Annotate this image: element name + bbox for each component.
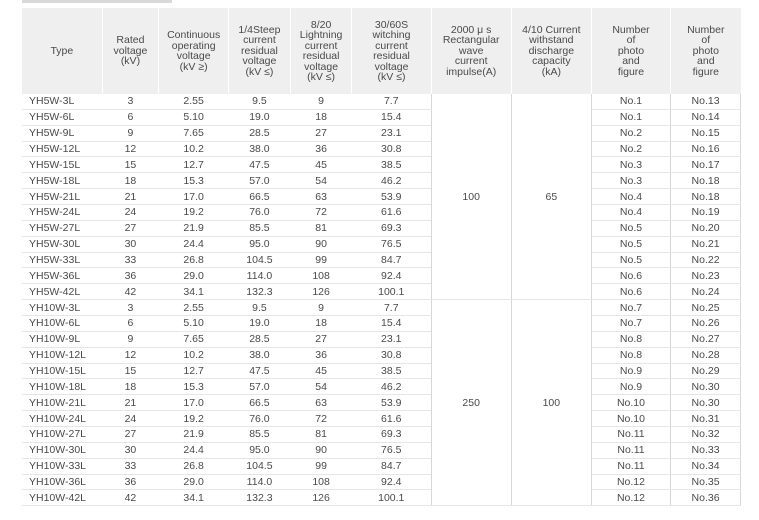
cell-photo-number-2: No.29 <box>671 363 741 379</box>
cell-continuous-voltage: 15.3 <box>159 173 229 189</box>
cell-type: YH10W-36L <box>22 474 102 490</box>
cell-photo-number-1: No.11 <box>591 442 670 458</box>
cell-photo-number-2: No.33 <box>671 442 741 458</box>
cell-photo-number-1: No.10 <box>591 411 670 427</box>
cell-photo-number-2: No.18 <box>671 189 741 205</box>
cell-steep-residual: 95.0 <box>229 236 291 252</box>
cell-rated-voltage: 12 <box>102 347 159 363</box>
cell-rated-voltage: 6 <box>102 109 159 125</box>
cell-switching-residual: 76.5 <box>352 442 431 458</box>
cell-lightning-residual: 81 <box>290 220 352 236</box>
cell-photo-number-1: No.7 <box>591 300 670 316</box>
cell-rated-voltage: 3 <box>102 300 159 316</box>
cell-type: YH5W-3L <box>22 94 102 109</box>
cell-steep-residual: 104.5 <box>229 458 291 474</box>
cell-type: YH5W-33L <box>22 252 102 268</box>
cell-photo-number-1: No.11 <box>591 458 670 474</box>
col-header-photo-number-2: Number of photo and figure <box>671 8 741 94</box>
cell-photo-number-2: No.28 <box>671 347 741 363</box>
cell-switching-residual: 15.4 <box>352 316 431 332</box>
cell-photo-number-2: No.23 <box>671 268 741 284</box>
cell-continuous-voltage: 17.0 <box>159 395 229 411</box>
cell-photo-number-1: No.1 <box>591 94 670 109</box>
cell-lightning-residual: 72 <box>290 411 352 427</box>
cell-photo-number-1: No.1 <box>591 109 670 125</box>
cell-continuous-voltage: 5.10 <box>159 316 229 332</box>
cell-lightning-residual: 99 <box>290 252 352 268</box>
cell-rated-voltage: 42 <box>102 284 159 300</box>
cell-steep-residual: 66.5 <box>229 189 291 205</box>
cell-continuous-voltage: 17.0 <box>159 189 229 205</box>
cell-lightning-residual: 18 <box>290 109 352 125</box>
cell-type: YH5W-21L <box>22 189 102 205</box>
cell-rated-voltage: 12 <box>102 141 159 157</box>
cell-photo-number-1: No.2 <box>591 141 670 157</box>
cell-switching-residual: 38.5 <box>352 363 431 379</box>
cell-rated-voltage: 3 <box>102 94 159 109</box>
cell-photo-number-1: No.5 <box>591 220 670 236</box>
cell-type: YH10W-27L <box>22 427 102 443</box>
cell-continuous-voltage: 5.10 <box>159 109 229 125</box>
arrester-spec-table <box>22 8 741 506</box>
cell-photo-number-2: No.16 <box>671 141 741 157</box>
cell-photo-number-1: No.12 <box>591 490 670 506</box>
cell-lightning-residual: 63 <box>290 395 352 411</box>
cell-steep-residual: 114.0 <box>229 474 291 490</box>
cell-steep-residual: 28.5 <box>229 125 291 141</box>
cell-photo-number-1: No.8 <box>591 347 670 363</box>
cell-continuous-voltage: 19.2 <box>159 411 229 427</box>
cell-continuous-voltage: 12.7 <box>159 157 229 173</box>
cell-photo-number-1: No.9 <box>591 379 670 395</box>
cell-photo-number-1: No.11 <box>591 427 670 443</box>
cell-switching-residual: 53.9 <box>352 189 431 205</box>
cell-continuous-voltage: 24.4 <box>159 236 229 252</box>
cell-continuous-voltage: 24.4 <box>159 442 229 458</box>
cell-photo-number-1: No.5 <box>591 236 670 252</box>
cell-steep-residual: 9.5 <box>229 94 291 109</box>
cell-steep-residual: 66.5 <box>229 395 291 411</box>
cell-lightning-residual: 18 <box>290 316 352 332</box>
cell-steep-residual: 47.5 <box>229 157 291 173</box>
col-header-lightning-residual: 8/20 Lightning current residual voltage (kV ≤) <box>290 8 352 94</box>
cell-type: YH10W-21L <box>22 395 102 411</box>
cell-switching-residual: 100.1 <box>352 490 431 506</box>
table-row <box>22 157 741 173</box>
cell-continuous-voltage: 12.7 <box>159 363 229 379</box>
cell-rated-voltage: 18 <box>102 379 159 395</box>
cell-photo-number-1: No.10 <box>591 395 670 411</box>
cell-photo-number-1: No.8 <box>591 331 670 347</box>
cell-steep-residual: 38.0 <box>229 141 291 157</box>
cell-type: YH10W-15L <box>22 363 102 379</box>
cell-switching-residual: 46.2 <box>352 173 431 189</box>
cell-lightning-residual: 108 <box>290 474 352 490</box>
cell-switching-residual: 61.6 <box>352 205 431 221</box>
cell-switching-residual: 15.4 <box>352 109 431 125</box>
cell-switching-residual: 84.7 <box>352 252 431 268</box>
cell-photo-number-2: No.27 <box>671 331 741 347</box>
cell-continuous-voltage: 21.9 <box>159 427 229 443</box>
cell-continuous-voltage: 34.1 <box>159 284 229 300</box>
cell-steep-residual: 9.5 <box>229 300 291 316</box>
cell-photo-number-2: No.26 <box>671 316 741 332</box>
cell-type: YH10W-33L <box>22 458 102 474</box>
cell-type: YH5W-6L <box>22 109 102 125</box>
cell-continuous-voltage: 7.65 <box>159 125 229 141</box>
cell-switching-residual: 69.3 <box>352 427 431 443</box>
cell-photo-number-1: No.9 <box>591 363 670 379</box>
cell-rectangular-impulse: 250 <box>431 300 511 506</box>
cell-switching-residual: 92.4 <box>352 268 431 284</box>
col-header-steep-residual: 1/4Steep current residual voltage (kV ≤) <box>229 8 291 94</box>
cell-photo-number-1: No.7 <box>591 316 670 332</box>
cell-photo-number-2: No.13 <box>671 94 741 109</box>
cell-continuous-voltage: 21.9 <box>159 220 229 236</box>
cell-type: YH10W-6L <box>22 316 102 332</box>
cell-switching-residual: 53.9 <box>352 395 431 411</box>
table-row <box>22 205 741 221</box>
col-header-photo-number-1: Number of photo and figure <box>591 8 670 94</box>
cell-type: YH10W-42L <box>22 490 102 506</box>
cell-steep-residual: 38.0 <box>229 347 291 363</box>
cell-photo-number-2: No.35 <box>671 474 741 490</box>
cell-rated-voltage: 24 <box>102 411 159 427</box>
cell-photo-number-2: No.36 <box>671 490 741 506</box>
cell-type: YH10W-18L <box>22 379 102 395</box>
table-row <box>22 300 741 316</box>
cell-lightning-residual: 81 <box>290 427 352 443</box>
cell-switching-residual: 7.7 <box>352 300 431 316</box>
table-row <box>22 268 741 284</box>
cell-steep-residual: 57.0 <box>229 173 291 189</box>
cell-type: YH5W-42L <box>22 284 102 300</box>
cell-continuous-voltage: 26.8 <box>159 458 229 474</box>
cell-lightning-residual: 90 <box>290 236 352 252</box>
table-row <box>22 347 741 363</box>
cell-lightning-residual: 90 <box>290 442 352 458</box>
col-header-discharge-capacity: 4/10 Current withstand discharge capacity (kA) <box>511 8 591 94</box>
cell-rated-voltage: 15 <box>102 157 159 173</box>
cell-lightning-residual: 72 <box>290 205 352 221</box>
cell-type: YH5W-36L <box>22 268 102 284</box>
cell-lightning-residual: 54 <box>290 379 352 395</box>
col-header-switching-residual: 30/60S witching current residual voltage (kV ≤) <box>352 8 431 94</box>
cell-lightning-residual: 36 <box>290 141 352 157</box>
cell-lightning-residual: 99 <box>290 458 352 474</box>
cell-photo-number-1: No.3 <box>591 157 670 173</box>
cell-lightning-residual: 126 <box>290 490 352 506</box>
cell-rated-voltage: 9 <box>102 331 159 347</box>
table-row <box>22 252 741 268</box>
cell-photo-number-1: No.5 <box>591 252 670 268</box>
table-row <box>22 490 741 506</box>
cell-switching-residual: 23.1 <box>352 125 431 141</box>
table-row <box>22 411 741 427</box>
cell-rated-voltage: 6 <box>102 316 159 332</box>
cell-continuous-voltage: 10.2 <box>159 141 229 157</box>
cell-photo-number-2: No.15 <box>671 125 741 141</box>
table-row <box>22 474 741 490</box>
cell-rated-voltage: 27 <box>102 220 159 236</box>
cell-switching-residual: 92.4 <box>352 474 431 490</box>
cell-type: YH5W-27L <box>22 220 102 236</box>
cell-lightning-residual: 54 <box>290 173 352 189</box>
cell-steep-residual: 104.5 <box>229 252 291 268</box>
cell-rated-voltage: 9 <box>102 125 159 141</box>
cell-lightning-residual: 27 <box>290 125 352 141</box>
cell-switching-residual: 23.1 <box>352 331 431 347</box>
cell-photo-number-1: No.4 <box>591 205 670 221</box>
cell-continuous-voltage: 10.2 <box>159 347 229 363</box>
cell-continuous-voltage: 34.1 <box>159 490 229 506</box>
cell-photo-number-2: No.21 <box>671 236 741 252</box>
cell-steep-residual: 114.0 <box>229 268 291 284</box>
cell-rated-voltage: 27 <box>102 427 159 443</box>
table-row <box>22 189 741 205</box>
table-row <box>22 395 741 411</box>
table-row <box>22 316 741 332</box>
cell-steep-residual: 132.3 <box>229 490 291 506</box>
cell-type: YH5W-18L <box>22 173 102 189</box>
cell-type: YH5W-30L <box>22 236 102 252</box>
cell-steep-residual: 85.5 <box>229 220 291 236</box>
cell-steep-residual: 19.0 <box>229 316 291 332</box>
cell-switching-residual: 69.3 <box>352 220 431 236</box>
cell-type: YH10W-12L <box>22 347 102 363</box>
table-row <box>22 363 741 379</box>
cell-discharge-capacity: 100 <box>511 300 591 506</box>
cell-photo-number-2: No.24 <box>671 284 741 300</box>
cell-steep-residual: 132.3 <box>229 284 291 300</box>
cell-type: YH5W-12L <box>22 141 102 157</box>
cell-rated-voltage: 33 <box>102 252 159 268</box>
table-row <box>22 141 741 157</box>
cell-discharge-capacity: 65 <box>511 94 591 300</box>
cell-steep-residual: 85.5 <box>229 427 291 443</box>
cell-type: YH10W-9L <box>22 331 102 347</box>
cell-switching-residual: 38.5 <box>352 157 431 173</box>
table-row <box>22 427 741 443</box>
cell-steep-residual: 76.0 <box>229 411 291 427</box>
cell-photo-number-2: No.32 <box>671 427 741 443</box>
cell-steep-residual: 19.0 <box>229 109 291 125</box>
cell-rated-voltage: 36 <box>102 268 159 284</box>
cell-type: YH5W-15L <box>22 157 102 173</box>
table-row <box>22 379 741 395</box>
cell-switching-residual: 76.5 <box>352 236 431 252</box>
cell-continuous-voltage: 2.55 <box>159 300 229 316</box>
cell-photo-number-2: No.17 <box>671 157 741 173</box>
cell-rated-voltage: 21 <box>102 395 159 411</box>
cell-switching-residual: 30.8 <box>352 141 431 157</box>
cell-lightning-residual: 9 <box>290 94 352 109</box>
table-row <box>22 458 741 474</box>
header-row <box>22 8 741 94</box>
cell-photo-number-1: No.4 <box>591 189 670 205</box>
cell-photo-number-1: No.6 <box>591 284 670 300</box>
cell-rated-voltage: 42 <box>102 490 159 506</box>
cell-lightning-residual: 36 <box>290 347 352 363</box>
table-row <box>22 331 741 347</box>
cell-lightning-residual: 27 <box>290 331 352 347</box>
table-row <box>22 173 741 189</box>
cell-lightning-residual: 9 <box>290 300 352 316</box>
cell-lightning-residual: 45 <box>290 363 352 379</box>
cell-photo-number-1: No.6 <box>591 268 670 284</box>
table-row <box>22 125 741 141</box>
cell-photo-number-2: No.34 <box>671 458 741 474</box>
cell-switching-residual: 7.7 <box>352 94 431 109</box>
cell-continuous-voltage: 7.65 <box>159 331 229 347</box>
cell-rated-voltage: 33 <box>102 458 159 474</box>
cell-switching-residual: 84.7 <box>352 458 431 474</box>
cell-photo-number-2: No.19 <box>671 205 741 221</box>
cell-continuous-voltage: 29.0 <box>159 268 229 284</box>
cell-photo-number-1: No.3 <box>591 173 670 189</box>
cell-type: YH5W-24L <box>22 205 102 221</box>
cell-continuous-voltage: 15.3 <box>159 379 229 395</box>
cell-type: YH10W-30L <box>22 442 102 458</box>
table-row <box>22 236 741 252</box>
cell-steep-residual: 28.5 <box>229 331 291 347</box>
table-row <box>22 442 741 458</box>
cell-steep-residual: 47.5 <box>229 363 291 379</box>
col-header-rated-voltage: Rated voltage (kV) <box>102 8 159 94</box>
cell-type: YH10W-24L <box>22 411 102 427</box>
table-row <box>22 109 741 125</box>
cell-type: YH10W-3L <box>22 300 102 316</box>
cell-continuous-voltage: 19.2 <box>159 205 229 221</box>
cell-switching-residual: 46.2 <box>352 379 431 395</box>
col-header-rectangular-impulse: 2000 μ s Rectangular wave current impulse(A) <box>431 8 511 94</box>
cell-continuous-voltage: 29.0 <box>159 474 229 490</box>
cell-photo-number-2: No.22 <box>671 252 741 268</box>
cell-switching-residual: 30.8 <box>352 347 431 363</box>
cell-photo-number-1: No.12 <box>591 474 670 490</box>
col-header-continuous-voltage: Continuous operating voltage (kV ≥) <box>159 8 229 94</box>
cell-photo-number-2: No.14 <box>671 109 741 125</box>
cell-rectangular-impulse: 100 <box>431 94 511 300</box>
cell-photo-number-2: No.18 <box>671 173 741 189</box>
cell-photo-number-2: No.25 <box>671 300 741 316</box>
cell-rated-voltage: 24 <box>102 205 159 221</box>
cell-photo-number-2: No.30 <box>671 379 741 395</box>
table-body <box>22 94 741 506</box>
cell-switching-residual: 61.6 <box>352 411 431 427</box>
cell-steep-residual: 95.0 <box>229 442 291 458</box>
cell-lightning-residual: 126 <box>290 284 352 300</box>
cell-photo-number-2: No.20 <box>671 220 741 236</box>
table-row <box>22 284 741 300</box>
cell-rated-voltage: 18 <box>102 173 159 189</box>
cell-lightning-residual: 45 <box>290 157 352 173</box>
table-row <box>22 220 741 236</box>
cell-rated-voltage: 30 <box>102 442 159 458</box>
cell-lightning-residual: 108 <box>290 268 352 284</box>
table-row <box>22 94 741 109</box>
cell-rated-voltage: 36 <box>102 474 159 490</box>
cell-photo-number-2: No.31 <box>671 411 741 427</box>
cell-continuous-voltage: 2.55 <box>159 94 229 109</box>
cell-steep-residual: 57.0 <box>229 379 291 395</box>
cell-rated-voltage: 15 <box>102 363 159 379</box>
col-header-type: Type <box>22 8 102 94</box>
cell-lightning-residual: 63 <box>290 189 352 205</box>
cell-photo-number-1: No.2 <box>591 125 670 141</box>
cell-photo-number-2: No.30 <box>671 395 741 411</box>
cell-type: YH5W-9L <box>22 125 102 141</box>
cell-rated-voltage: 30 <box>102 236 159 252</box>
cell-steep-residual: 76.0 <box>229 205 291 221</box>
cell-continuous-voltage: 26.8 <box>159 252 229 268</box>
cell-switching-residual: 100.1 <box>352 284 431 300</box>
header-accent-line <box>22 0 172 3</box>
cell-rated-voltage: 21 <box>102 189 159 205</box>
